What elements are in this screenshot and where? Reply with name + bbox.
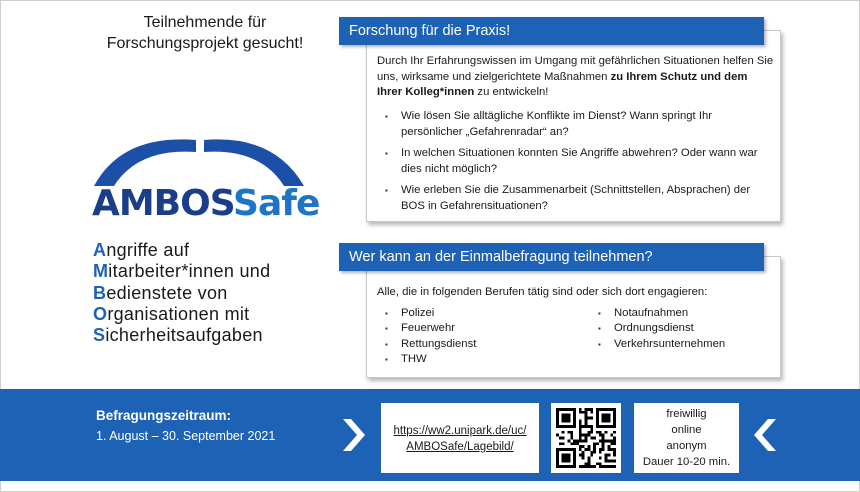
survey-period [96,407,275,445]
logo-afe: afe [257,183,320,224]
acronym-cap: B [93,282,107,303]
research-question: ▪ In welchen Situationen konnten Sie Angriffe abwehren? Oder wann war dies nicht möglich? [377,146,775,177]
acronym-expansion [93,240,270,346]
survey-period-title: Befragungszeitraum: [96,408,232,423]
info-voluntary: freiwillig [666,408,707,420]
research-intro-emphasis: zu Ihrem Schutz und dem Ihrer Kolleg*innen [377,70,748,98]
research-intro [377,54,775,101]
participants-banner-title: Wer kann an der Einmalbefragung teilnehmen? [339,243,764,271]
acronym-rest: icherheitsaufgaben [105,325,263,346]
survey-info-box [634,403,739,473]
acronym-line [93,240,270,261]
acronym-line [93,325,270,346]
profession-item: ▪ Polizei [377,306,577,321]
acronym-cap: O [93,303,108,324]
research-intro-end: zu entwickeln! [474,86,549,98]
survey-info-lines [634,406,739,470]
headline-line-1: Teilnehmende für [143,14,267,31]
logo-s: S [233,183,258,224]
acronym-cap: S [93,325,106,346]
acronym-rest: edienstete von [106,282,228,303]
acronym-line [93,261,270,282]
headline-line-2: Forschungsprojekt gesucht! [106,35,304,52]
footer-band [0,389,860,481]
acronym-cap: M [93,261,109,282]
profession-item: ▪ Rettungsdienst [377,337,577,352]
profession-item: ▪ Ordnungsdienst [590,321,780,336]
participants-card [366,256,781,378]
survey-url-box[interactable] [381,403,539,473]
acronym-rest: rganisationen mit [107,303,250,324]
research-question: ▪ Wie erleben Sie die Zusammenarbeit (Schnittstellen, Absprachen) der BOS in Gefahrensituationen? [377,183,775,214]
profession-item: ▪ THW [377,352,577,367]
research-card [366,30,781,222]
profession-item: ▪ Verkehrsunternehmen [590,337,780,352]
info-anonymous: anonym [666,440,707,452]
professions-left-list [377,306,577,367]
survey-link[interactable] [381,423,539,455]
acronym-line [93,304,270,325]
profession-item: ▪ Feuerwehr [377,321,577,336]
acronym-rest: ngriffe auf [106,240,190,260]
research-question-list [377,109,775,220]
logo-wordmark [92,184,319,224]
chevron-right-icon [341,417,367,453]
survey-link-line-1: https://ww2.unipark.de/uc/ [393,425,527,437]
research-question: ▪ Wie lösen Sie alltägliche Konflikte im Dienst? Wann springt Ihr persönlicher „Gefahrenradar“ an? [377,109,775,140]
acronym-line [93,283,270,304]
survey-period-dates: 1. August – 30. September 2021 [96,429,276,443]
professions-right-list [590,306,780,352]
research-banner-title: Forschung für die Praxis! [339,17,764,45]
info-online: online [671,424,702,436]
logo-arch-icon [92,130,312,188]
chevron-left-icon [752,417,778,453]
acronym-cap: A [93,240,107,260]
survey-link-line-2: AMBOSafe/Lagebild/ [406,441,514,453]
headline [60,12,350,54]
qr-code-box [551,403,621,473]
research-intro-text: Durch Ihr Erfahrungswissen im Umgang mit gefährlichen Situationen helfen Sie uns, wirksame und zielgerichtete Maßnahmen [377,55,774,83]
info-duration: Dauer 10-20 min. [642,456,731,468]
profession-item: ▪ Notaufnahmen [590,306,780,321]
participants-intro: Alle, die in folgenden Berufen tätig sind oder sich dort engagieren: [377,286,708,298]
qr-code-icon [556,408,616,468]
acronym-rest: itarbeiter*innen und [108,261,271,282]
ambosafe-logo [92,130,320,230]
logo-ambos: AMBOS [92,183,234,224]
